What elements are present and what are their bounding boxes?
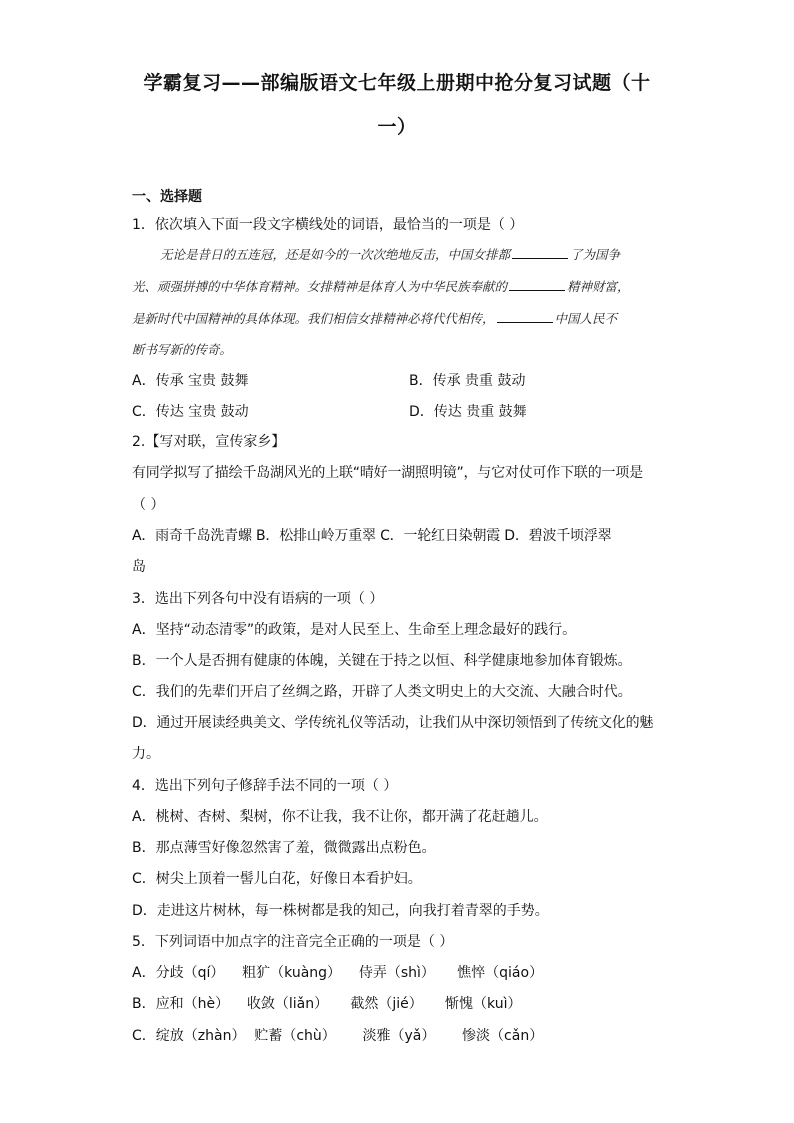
q1-option-c: C．传达 宝贵 鼓动	[132, 404, 249, 420]
page-title-line-1: 学霸复习——部编版语文七年级上册期中抢分复习试题（十	[143, 72, 651, 94]
q2-options-line-2: 岛	[132, 559, 146, 575]
q1-stem: 1．依次填入下面一段文字横线处的词语，最恰当的一项是（ ）	[132, 217, 524, 233]
q1-passage-line-4: 断书写新的传奇。	[132, 342, 233, 357]
q1-passage-line-2: 光、顽强拼搏的中华体育精神。女排精神是体育人为中华民族奉献的 精神财富，	[132, 279, 630, 294]
q3-option-d-line-2: 力。	[132, 746, 160, 762]
q1-option-a: A．传承 宝贵 鼓舞	[132, 373, 249, 389]
page-title-line-2: 一）	[377, 116, 417, 138]
q1-option-d: D．传达 贵重 鼓舞	[409, 404, 527, 420]
answer-blank	[509, 289, 565, 291]
section-heading: 一、选择题	[132, 189, 202, 205]
q1-passage-line-1: 无论是昔日的五连冠，还是如今的一次次绝地反击，中国女排都 了为国争	[160, 247, 621, 262]
q3-option-b: B．一个人是否拥有健康的体魄，关键在于持之以恒、科学健康地参加体育锻炼。	[132, 653, 632, 669]
q5-option-c: C．绽放（zhàn） 贮蓄（chù） 淡雅（yǎ） 惨淡（cǎn）	[132, 1028, 544, 1044]
q2-stem-line-1: 有同学拟写了描绘千岛湖风光的上联“晴好一湖照明镜”，与它对仗可作下联的一项是	[132, 465, 643, 481]
q3-option-a: A．坚持“动态清零”的政策，是对人民至上、生命至上理念最好的践行。	[132, 622, 577, 638]
q2-heading: 2.【写对联，宣传家乡】	[132, 434, 286, 450]
q2-stem-line-2: （ ）	[132, 497, 165, 513]
q4-option-a: A．桃树、杏树、梨树，你不让我，我不让你，都开满了花赶趟儿。	[132, 809, 548, 825]
q4-option-b: B．那点薄雪好像忽然害了羞，微微露出点粉色。	[132, 840, 436, 856]
q5-stem: 5．下列词语中加点字的注音完全正确的一项是（ ）	[132, 934, 454, 950]
q4-stem: 4．选出下列句子修辞手法不同的一项（ ）	[132, 778, 398, 794]
q4-option-c: C．树尖上顶着一髻儿白花，好像日本看护妇。	[132, 871, 422, 887]
answer-blank	[497, 321, 553, 323]
q3-option-d-line-1: D．通过开展读经典美文、学传统礼仪等活动，让我们从中深切领悟到了传统文化的魅	[132, 715, 654, 731]
q5-option-a: A．分歧（qí） 粗犷（kuàng） 侍弄（shì） 憔悴（qiáo）	[132, 965, 544, 981]
q4-option-d: D．走进这片树林，每一株树都是我的知己，向我打着青翠的手势。	[132, 903, 549, 919]
q3-option-c: C．我们的先辈们开启了丝绸之路，开辟了人类文明史上的大交流、大融合时代。	[132, 684, 632, 700]
q1-option-b: B．传承 贵重 鼓动	[409, 373, 526, 389]
q1-passage-line-3: 是新时代中国精神的具体体现。我们相信女排精神必将代代相传， 中国人民不	[132, 311, 618, 326]
answer-blank	[512, 257, 568, 259]
q2-options-line-1: A．雨奇千岛洗青螺 B．松排山岭万重翠 C．一轮红日染朝霞 D．碧波千顷浮翠	[132, 528, 612, 544]
q3-stem: 3．选出下列各句中没有语病的一项（ ）	[132, 591, 384, 607]
q5-option-b: B．应和（hè） 收敛（liǎn） 截然（jié） 惭愧（kuì）	[132, 996, 522, 1012]
